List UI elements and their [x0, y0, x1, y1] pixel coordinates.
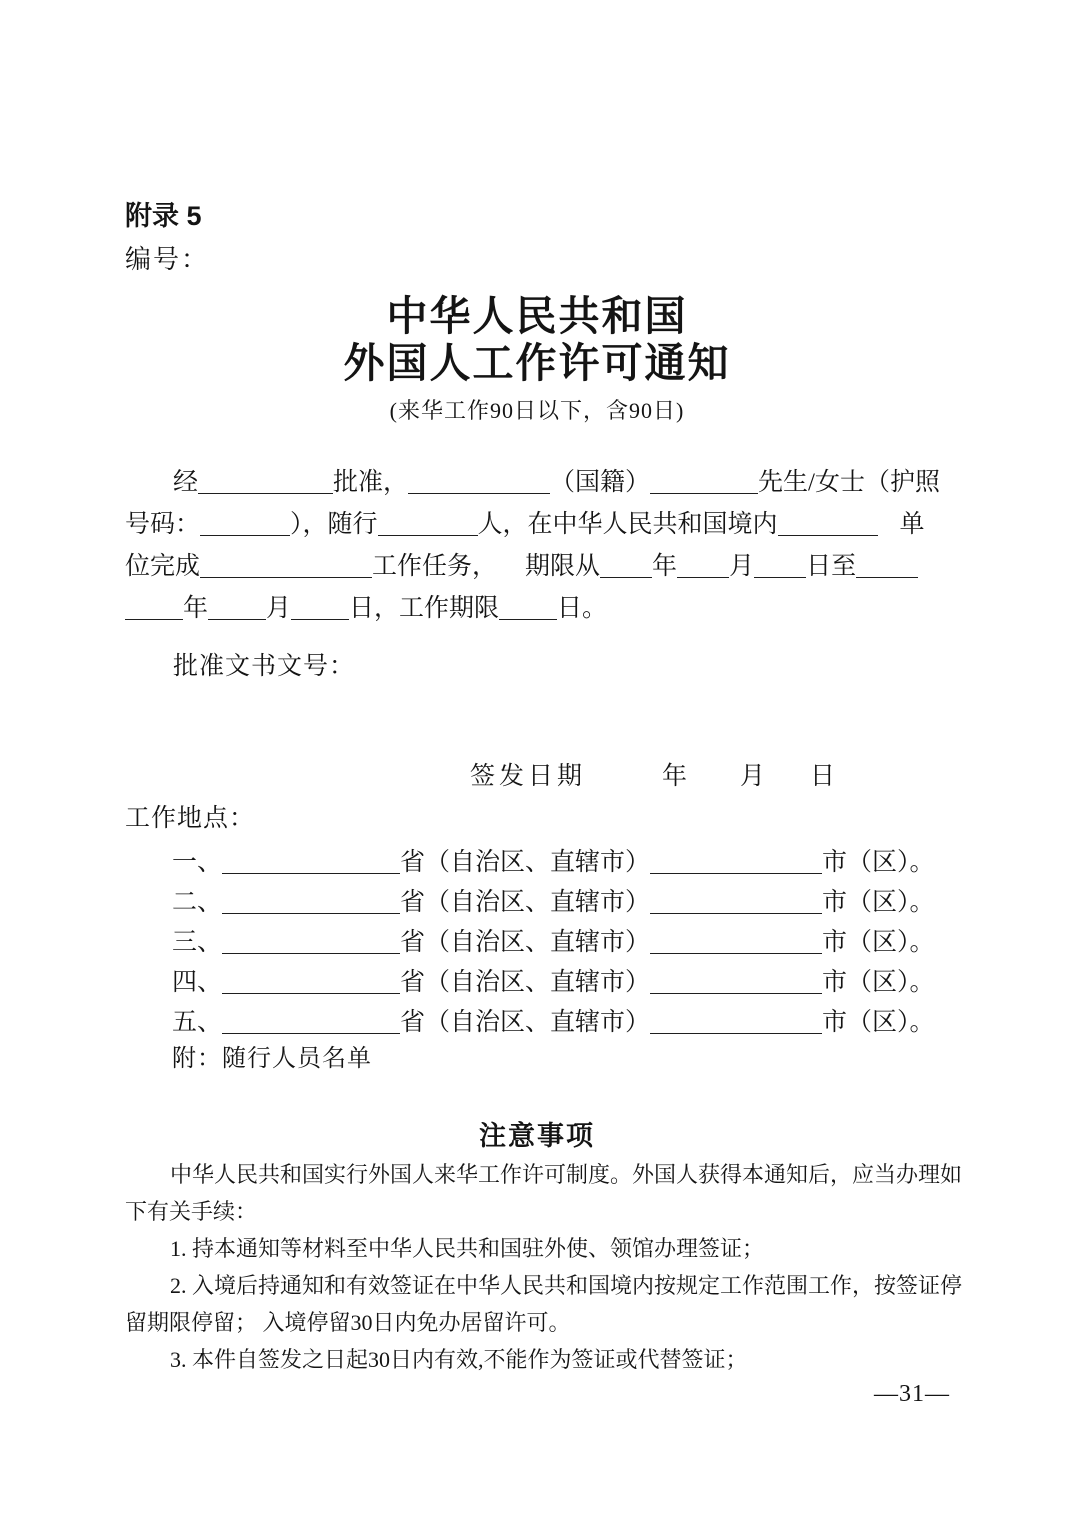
- blank-start-day: [754, 575, 806, 578]
- issue-date-day-label: 日: [810, 763, 836, 790]
- notice-line-2: 下有关手续：: [125, 1199, 258, 1224]
- blank-end-day: [291, 617, 349, 620]
- intro-line-4: [125, 588, 960, 630]
- intro-text: 号码：: [125, 511, 201, 538]
- blank-work-duration: [499, 617, 557, 620]
- blank-accompanying-count: [378, 533, 478, 536]
- notice-section-title: 注意事项: [479, 1121, 595, 1151]
- notice-item-2-line2: 留期限停留； 入境停留30日内免办居留许可。: [125, 1310, 571, 1335]
- intro-text: （国籍）: [550, 469, 651, 496]
- blank-province-2: [222, 911, 400, 914]
- province-suffix: 省（自治区、直辖市）: [400, 929, 651, 956]
- intro-text: 工作任务，: [372, 553, 498, 580]
- intro-text: 先生/女士（护照: [758, 469, 940, 496]
- blank-start-month: [677, 575, 729, 578]
- intro-text: 年: [652, 553, 678, 580]
- blank-province-3: [222, 951, 400, 954]
- issue-date-label: 签发日期: [470, 763, 587, 790]
- work-location-list: [125, 843, 960, 1043]
- blank-start-year: [600, 575, 652, 578]
- blank-city-3: [650, 951, 822, 954]
- issue-date-line: [470, 756, 835, 792]
- notice-item-2-line1: 2. 入境后持通知和有效签证在中华人民共和国境内按规定工作范围工作，按签证停: [170, 1273, 963, 1298]
- intro-paragraph: [125, 462, 960, 630]
- blank-city-1: [650, 871, 822, 874]
- intro-text: 期限从: [525, 553, 601, 580]
- blank-end-month: [208, 617, 266, 620]
- intro-text: 日至: [806, 553, 857, 580]
- province-suffix: 省（自治区、直辖市）: [400, 1009, 651, 1036]
- document-title-line2: 外国人工作许可通知: [343, 340, 731, 386]
- location-row-4: [125, 963, 960, 1003]
- appendix-label: 附录 5: [125, 201, 202, 231]
- intro-text: 月: [729, 553, 755, 580]
- city-suffix: 市（区）。: [822, 1009, 935, 1036]
- blank-city-4: [650, 991, 822, 994]
- blank-nationality: [650, 491, 758, 494]
- intro-text: 经: [173, 469, 199, 496]
- notice-item-3: 3. 本件自签发之日起30日内有效,不能作为签证或代替签证；: [170, 1347, 748, 1372]
- intro-line-3: [125, 546, 960, 588]
- page-number: —31—: [874, 1381, 950, 1407]
- city-suffix: 市（区）。: [822, 929, 935, 956]
- blank-city-2: [650, 911, 822, 914]
- location-ordinal: 三、: [172, 929, 223, 956]
- blank-province-4: [222, 991, 400, 994]
- city-suffix: 市（区）。: [822, 969, 935, 996]
- location-row-2: [125, 883, 960, 923]
- location-ordinal: 一、: [172, 849, 223, 876]
- blank-province-5: [222, 1031, 400, 1034]
- serial-number-label: 编号：: [125, 245, 210, 274]
- document-title: [0, 293, 1074, 387]
- location-row-3: [125, 923, 960, 963]
- blank-work-task: [200, 575, 372, 578]
- province-suffix: 省（自治区、直辖市）: [400, 849, 651, 876]
- issue-date-year-label: 年: [662, 763, 688, 790]
- attachment-note: 附：随行人员名单: [172, 1046, 372, 1072]
- location-ordinal: 五、: [172, 1009, 223, 1036]
- province-suffix: 省（自治区、直辖市）: [400, 889, 651, 916]
- intro-text: 批准，: [333, 469, 409, 496]
- blank-approving-authority: [198, 491, 333, 494]
- intro-text: 月: [266, 595, 292, 622]
- document-title-line1: 中华人民共和国: [386, 293, 688, 339]
- approval-document-number-label: 批准文书文号：: [173, 653, 356, 680]
- blank-province-1: [222, 871, 400, 874]
- intro-text: 日，工作期限: [349, 595, 500, 622]
- location-row-5: [125, 1003, 960, 1043]
- intro-text: 年: [183, 595, 209, 622]
- intro-text: 单: [899, 511, 925, 538]
- province-suffix: 省（自治区、直辖市）: [400, 969, 651, 996]
- issue-date-month-label: 月: [740, 763, 766, 790]
- blank-passport-number: [200, 533, 290, 536]
- location-ordinal: 四、: [172, 969, 223, 996]
- blank-person-name: [408, 491, 550, 494]
- intro-text: 人，在中华人民共和国境内: [477, 511, 778, 538]
- city-suffix: 市（区）。: [822, 849, 935, 876]
- intro-line-2: [125, 504, 960, 546]
- blank-city-5: [650, 1031, 822, 1034]
- work-location-label: 工作地点：: [125, 805, 256, 832]
- blank-end-year-part1: [856, 575, 918, 578]
- document-subtitle: (来华工作90日以下，含90日): [389, 398, 685, 423]
- location-ordinal: 二、: [172, 889, 223, 916]
- notice-item-1: 1. 持本通知等材料至中华人民共和国驻外使、领馆办理签证；: [170, 1236, 765, 1261]
- notice-line-1: 中华人民共和国实行外国人来华工作许可制度。外国人获得本通知后，应当办理如: [170, 1162, 963, 1187]
- city-suffix: 市（区）。: [822, 889, 935, 916]
- intro-line-1: [125, 462, 960, 504]
- blank-end-year-part2: [125, 617, 183, 620]
- notice-section: [125, 1156, 965, 1378]
- intro-text: ），随行: [290, 511, 378, 538]
- intro-text: 位完成: [125, 553, 201, 580]
- blank-unit-name: [778, 533, 878, 536]
- intro-text: 日。: [557, 595, 608, 622]
- location-row-1: [125, 843, 960, 883]
